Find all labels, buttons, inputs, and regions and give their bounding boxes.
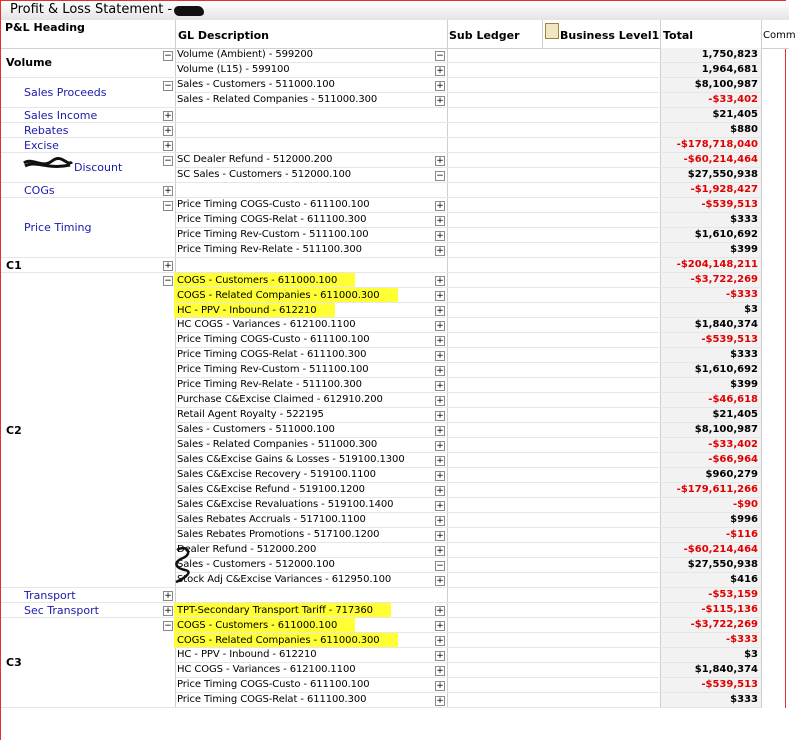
gl-description-cell: Sales C&Excise Gains & Losses - 519100.1300 [177,454,405,465]
collapse-icon[interactable]: − [164,81,172,91]
grid-footer [1,708,789,743]
table-row[interactable] [1,678,789,693]
total-value-cell: -$116 [726,529,758,540]
header-sub-ledger[interactable]: Sub Ledger [449,29,520,42]
title-redaction-scribble [174,6,204,16]
pl-heading-price-timing[interactable]: Price Timing [24,221,92,234]
total-value-cell: $333 [730,349,758,360]
expand-icon[interactable]: + [436,621,444,631]
expand-icon[interactable]: + [436,546,444,556]
table-row[interactable] [1,318,789,333]
expand-icon[interactable]: + [436,576,444,586]
expand-icon[interactable]: + [164,261,172,271]
table-row[interactable] [1,213,789,228]
sort-icon[interactable] [545,23,559,39]
expand-icon[interactable]: + [164,141,172,151]
group-divider [1,257,176,258]
total-value-cell: -$3,722,269 [690,619,758,630]
gl-description-cell: Price Timing Rev-Relate - 511100.300 [177,244,362,255]
gl-description-cell: Sales C&Excise Recovery - 519100.1100 [177,469,376,480]
table-row[interactable] [1,123,789,138]
expand-icon[interactable]: + [436,231,444,241]
total-value-cell: -$539,513 [701,199,758,210]
table-row[interactable] [1,393,789,408]
pl-heading-rebates[interactable]: Rebates [24,123,69,137]
group-divider [1,77,176,78]
table-row[interactable] [1,468,789,483]
group-divider [1,617,176,618]
total-value-cell: -$333 [726,634,758,645]
total-value-cell: -$204,148,211 [676,259,758,270]
expand-icon[interactable]: + [436,306,444,316]
table-row[interactable] [1,528,789,543]
expand-icon[interactable]: + [436,396,444,406]
total-value-cell: $880 [730,124,758,135]
expand-icon[interactable]: + [436,696,444,706]
expand-icon[interactable]: + [436,96,444,106]
gl-description-cell: Price Timing COGS-Relat - 611100.300 [177,214,367,225]
table-row[interactable] [1,513,789,528]
table-row[interactable] [1,273,789,288]
total-value-cell: $1,610,692 [694,364,758,375]
gl-description-cell: Sales Rebates Promotions - 517100.1200 [177,529,380,540]
expand-icon[interactable]: + [436,456,444,466]
pl-heading-volume: Volume [6,56,52,69]
pl-heading-c3: C3 [6,656,22,669]
gl-description-cell: Sales - Customers - 512000.100 [177,559,335,570]
table-row[interactable] [1,543,789,558]
pl-heading-sales-income[interactable]: Sales Income [24,108,98,122]
gl-description-cell: COGS - Related Companies - 611000.300 [174,633,398,648]
expand-icon[interactable]: + [436,321,444,331]
collapse-icon[interactable]: − [164,156,172,166]
gl-description-cell: Volume (Ambient) - 599200 [177,49,313,60]
gl-description-cell: COGS - Customers - 611000.100 [174,618,355,633]
table-row[interactable] [1,348,789,363]
gl-description-cell: HC - PPV - Inbound - 612210 [174,303,335,318]
total-value-cell: $333 [730,214,758,225]
expand-icon[interactable]: + [164,591,172,601]
table-row[interactable] [1,363,789,378]
table-row[interactable] [1,453,789,468]
total-value-cell: -$333 [726,289,758,300]
header-total[interactable]: Total [663,29,694,42]
gl-description-cell: Sales Rebates Accruals - 517100.1100 [177,514,366,525]
table-row[interactable] [1,618,789,633]
header-pl-heading[interactable]: P&L Heading [5,21,85,34]
table-row[interactable] [1,63,789,78]
total-value-cell: -$1,928,427 [690,184,758,195]
table-row[interactable] [1,93,789,108]
expand-icon[interactable]: + [436,531,444,541]
table-row[interactable] [1,48,789,63]
table-row[interactable] [1,573,789,588]
gl-description-cell: Sales - Related Companies - 511000.300 [177,94,378,105]
total-value-cell: $399 [730,379,758,390]
total-value-cell: 1,964,681 [701,64,758,75]
pl-heading-excise[interactable]: Excise [24,138,59,152]
total-value-cell: -$539,513 [701,334,758,345]
total-value-cell: $21,405 [712,109,758,120]
total-value-cell: $8,100,987 [694,424,758,435]
expand-icon[interactable]: + [436,516,444,526]
total-value-cell: $1,840,374 [694,319,758,330]
expand-icon[interactable]: + [436,486,444,496]
group-divider [1,152,176,153]
gl-description-cell: Price Timing Rev-Custom - 511100.100 [177,229,369,240]
expand-icon[interactable]: + [436,381,444,391]
total-value-cell: $333 [730,694,758,705]
collapse-icon[interactable]: − [164,201,172,211]
table-row[interactable] [1,483,789,498]
pl-heading-c2: C2 [6,423,22,437]
column-divider [542,20,543,48]
expand-icon[interactable]: + [436,66,444,76]
discount-redaction-scribble [22,157,74,171]
table-row[interactable] [1,648,789,663]
total-value-cell: -$46,618 [708,394,758,405]
expand-icon[interactable]: + [436,351,444,361]
table-row[interactable] [1,498,789,513]
expand-icon[interactable]: + [436,246,444,256]
table-row[interactable] [1,408,789,423]
gl-description-cell: COGS - Customers - 611000.100 [174,273,355,288]
collapse-icon[interactable]: − [436,51,444,61]
total-value-cell: $399 [730,244,758,255]
gl-description-cell: Purchase C&Excise Claimed - 612910.200 [177,394,383,405]
expand-icon[interactable]: + [436,336,444,346]
pl-heading-sec-transport[interactable]: Sec Transport [24,603,99,617]
total-value-cell: $960,279 [705,469,758,480]
gl-description-cell: Sales - Related Companies - 511000.300 [177,439,378,450]
gl-description-cell: Retail Agent Royalty - 522195 [177,409,324,420]
header-gl-description[interactable]: GL Description [178,29,270,42]
total-value-cell: $1,840,374 [694,664,758,675]
expand-icon[interactable]: + [164,126,172,136]
table-row[interactable] [1,693,789,708]
gl-description-cell: Price Timing COGS-Custo - 611100.100 [177,679,370,690]
total-value-cell: -$3,722,269 [690,274,758,285]
total-value-cell: -$539,513 [701,679,758,690]
gl-description-cell: HC COGS - Variances - 612100.1100 [177,319,356,330]
table-row[interactable] [1,438,789,453]
gl-description-cell: Price Timing COGS-Relat - 611100.300 [177,694,367,705]
total-value-cell: -$90 [732,499,758,510]
data-grid [1,48,789,708]
gl-description-cell: Sales C&Excise Revaluations - 519100.1400 [177,499,394,510]
total-value-cell: -$115,136 [701,604,758,615]
expand-icon[interactable]: + [436,156,444,166]
total-value-cell: $416 [730,574,758,585]
expand-icon[interactable]: + [436,276,444,286]
expand-icon[interactable]: + [436,606,444,616]
total-value-cell: -$33,402 [708,94,758,105]
total-value-cell: -$179,611,266 [676,484,758,495]
header-business-level[interactable]: Business Level1 [560,29,660,42]
pl-heading-discount[interactable]: Discount [74,161,123,174]
header-comm[interactable]: Comm [763,30,796,41]
table-row[interactable] [1,423,789,438]
expand-icon[interactable]: + [436,636,444,646]
table-row[interactable] [1,588,789,603]
expand-icon[interactable]: + [436,216,444,226]
total-value-cell: $8,100,987 [694,79,758,90]
gl-description-cell: COGS - Related Companies - 611000.300 [174,288,398,303]
expand-icon[interactable]: + [436,201,444,211]
pl-heading-transport[interactable]: Transport [24,588,76,602]
total-value-cell: $3 [744,649,758,660]
handwritten-scribble [173,544,195,584]
gl-description-cell: SC Sales - Customers - 512000.100 [177,169,351,180]
group-divider [1,197,176,198]
total-value-cell: -$60,214,464 [683,154,758,165]
table-row[interactable] [1,333,789,348]
table-row[interactable] [1,78,789,93]
window-title: Profit & Loss Statement - [10,2,173,17]
total-value-cell: $27,550,938 [687,559,758,570]
expand-icon[interactable]: + [436,651,444,661]
expand-icon[interactable]: + [436,411,444,421]
table-row[interactable] [1,633,789,648]
table-row[interactable] [1,243,789,258]
expand-icon[interactable]: + [164,186,172,196]
collapse-icon[interactable]: − [436,171,444,181]
total-value-cell: $996 [730,514,758,525]
table-row[interactable] [1,303,789,318]
gl-description-cell: HC COGS - Variances - 612100.1100 [177,664,356,675]
gl-description-cell: HC - PPV - Inbound - 612210 [177,649,317,660]
table-row[interactable] [1,663,789,678]
gl-description-cell: Sales C&Excise Refund - 519100.1200 [177,484,365,495]
expand-icon[interactable]: + [436,366,444,376]
expand-icon[interactable]: + [436,81,444,91]
total-value-cell: $21,405 [712,409,758,420]
gl-description-cell: Price Timing COGS-Custo - 611100.100 [177,199,370,210]
table-row[interactable] [1,183,789,198]
pl-heading-sales-proceeds[interactable]: Sales Proceeds [24,86,107,99]
gl-description-cell: Dealer Refund - 512000.200 [177,544,317,555]
gl-description-cell: Stock Adj C&Excise Variances - 612950.100 [177,574,392,585]
table-row[interactable] [1,558,789,573]
total-value-cell: -$60,214,464 [683,544,758,555]
gl-description-cell: Volume (L15) - 599100 [177,64,290,75]
gl-description-cell: SC Dealer Refund - 512000.200 [177,154,333,165]
total-value-cell: 1,750,823 [701,49,758,60]
total-value-cell: -$33,402 [708,439,758,450]
gl-description-cell: Sales - Customers - 511000.100 [177,79,335,90]
table-row[interactable] [1,108,789,123]
gl-description-cell: Price Timing COGS-Relat - 611100.300 [177,349,367,360]
gl-description-cell: Price Timing Rev-Custom - 511100.100 [177,364,369,375]
total-value-cell: $1,610,692 [694,229,758,240]
table-row[interactable] [1,138,789,153]
table-row[interactable] [1,603,789,618]
total-value-cell: -$53,159 [708,589,758,600]
pl-heading-c1: C1 [6,258,22,272]
expand-icon[interactable]: + [436,666,444,676]
total-value-cell: $3 [744,304,758,315]
table-row[interactable] [1,198,789,213]
expand-icon[interactable]: + [436,291,444,301]
table-row[interactable] [1,228,789,243]
group-divider [1,272,176,273]
gl-description-cell: Sales - Customers - 511000.100 [177,424,335,435]
total-value-cell: $27,550,938 [687,169,758,180]
collapse-icon[interactable]: − [164,621,172,631]
gl-description-cell: Price Timing Rev-Relate - 511100.300 [177,379,362,390]
total-value-cell: -$178,718,040 [676,139,758,150]
expand-icon[interactable]: + [436,681,444,691]
gl-description-cell: TPT-Secondary Transport Tariff - 717360 [174,603,391,618]
expand-icon[interactable]: + [436,471,444,481]
title-bar [1,1,789,21]
expand-icon[interactable]: + [164,111,172,121]
expand-icon[interactable]: + [436,441,444,451]
collapse-icon[interactable]: − [164,276,172,286]
expand-icon[interactable]: + [436,426,444,436]
total-value-cell: -$66,964 [708,454,758,465]
expand-icon[interactable]: + [436,501,444,511]
collapse-icon[interactable]: − [164,51,172,61]
gl-description-cell: Price Timing COGS-Custo - 611100.100 [177,334,370,345]
table-row[interactable] [1,378,789,393]
table-row[interactable] [1,288,789,303]
pl-heading-cogs[interactable]: COGs [24,183,55,197]
collapse-icon[interactable]: − [436,561,444,571]
table-row[interactable] [1,258,789,273]
expand-icon[interactable]: + [164,606,172,616]
